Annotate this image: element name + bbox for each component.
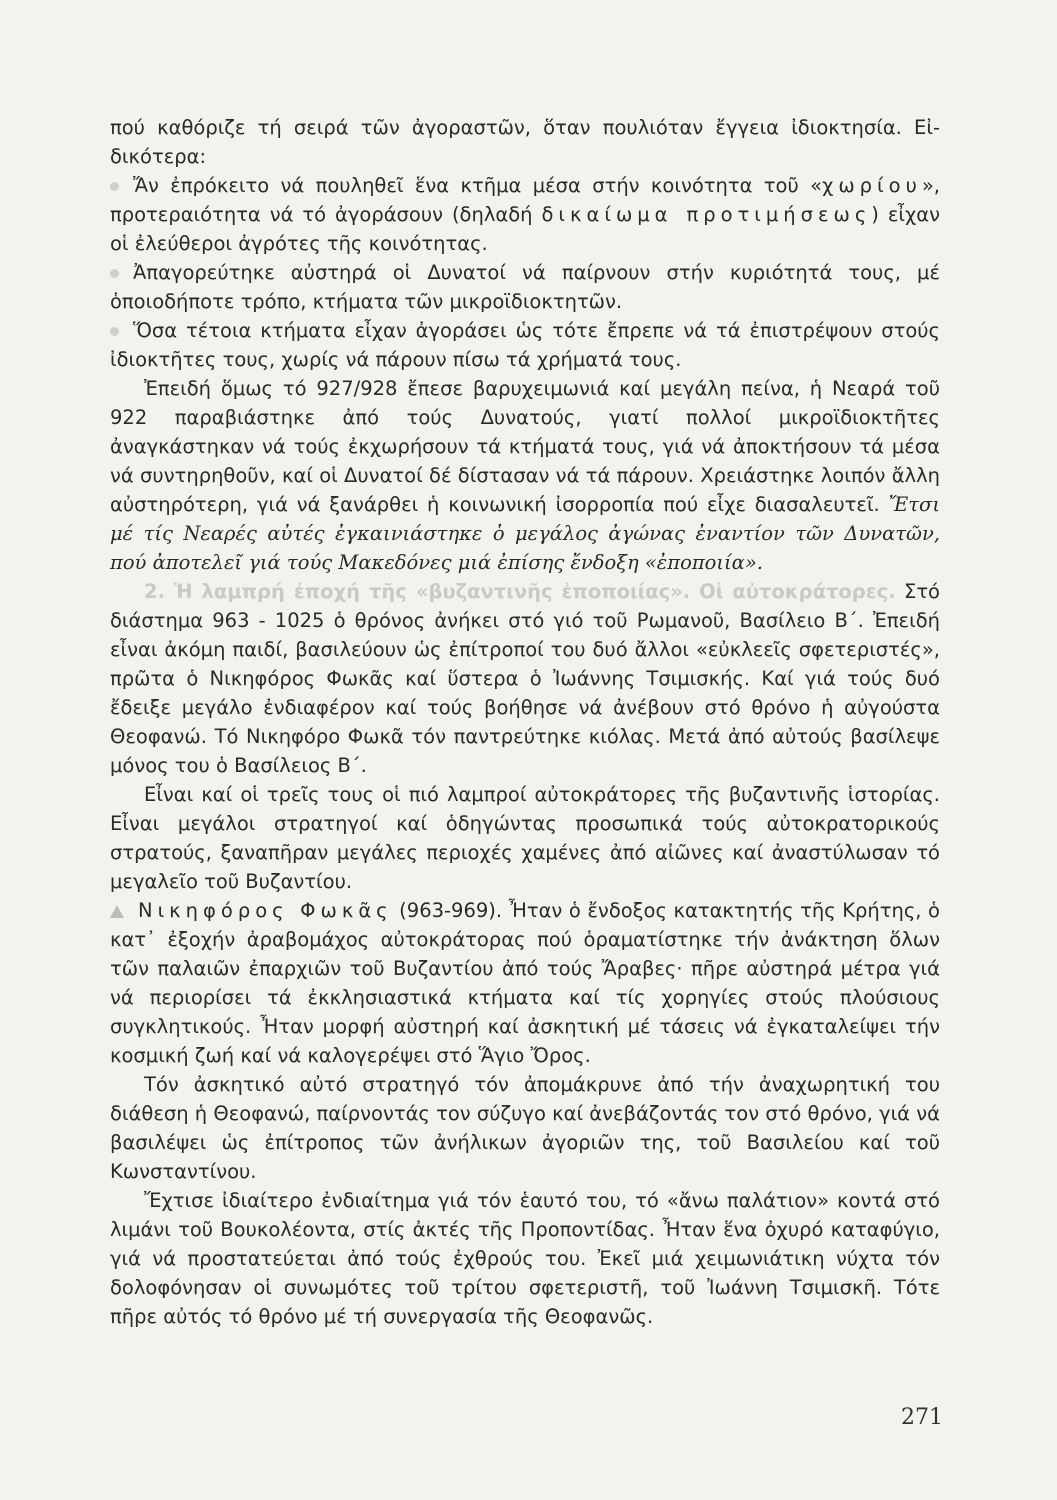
page-text xyxy=(110,113,940,1331)
bullet-3: Ὅσα τέτοια κτήματα εἶχαν ἀγοράσει ὡς τότε ἔπρεπε νά τά ἐπιστρέψουν στούς ἰδιοκτῆτες τους, χωρίς νά πάρουν πίσω τά χρήματά τους. xyxy=(110,319,940,371)
paragraph-1: Ἐπειδή ὅμως τό 927/928 ἔπεσε βαρυχειμωνιά καί μεγάλη πείνα, ἡ Νεαρά τοῦ 922 παραβιάστηκε ἀπό τούς Δυνατούς, γιατί πολλοί μικροϊδιοκτῆτες ἀναγκάστηκαν νά τούς ἐκχωρήσουν τά κτήματά τους, γιά νά ἀποκτήσουν τά μέσα νά συντηρηθοῦν, καί οἱ Δυνατοί δέ δίστασαν νά τά πάρουν. Χρειάστηκε λοιπόν ἄλλη αὐστηρότερη, γιά νά ξανάρθει ἡ κοινωνική ἰσορροπία πού εἶχε διασαλευτεῖ. Ἔτσι μέ τίς Νεαρές αὐτές ἐγκαινιάστηκε ὁ μεγάλος ἀγώνας ἐναντίον τῶν Δυνατῶν, πού ἀποτελεῖ γιά τούς Μακεδόνες μιά ἐπίσης ἔνδοξη «ἐποποιία». xyxy=(110,377,940,574)
bullet-dot-icon xyxy=(110,182,119,191)
bullet-2: Ἀπαγορεύτηκε αὐστηρά οἱ Δυνατοί νά παίρνουν στήν κυριότητά τους, μέ ὁποιοδήποτε τρόπο, κτήματα τῶν μικροϊδιοκτητῶν. xyxy=(110,261,940,313)
line-2: δικότερα: xyxy=(110,145,207,168)
italic-sentence: Ἔτσι μέ τίς Νεαρές αὐτές ἐγκαινιάστηκε ὁ μεγάλος ἀγώνας ἐναντίον τῶν Δυνατῶν, πού ἀποτελεῖ γιά τούς Μακεδόνες μιά ἐπίσης ἔνδοξη «ἐποποιία». xyxy=(110,493,940,574)
triangle-marker-icon xyxy=(110,905,124,918)
bullet-1: Ἄν ἐπρόκειτο νά πουληθεῖ ἕνα κτῆμα μέσα στήν κοινότητα τοῦ «χωρίου», προτεραιότητα νά τό ἀγοράσουν (δηλαδή δικαίωμα προτιμήσεως) εἶχαν οἱ ἐλεύθεροι ἀγρότες τῆς κοινότητας. xyxy=(110,174,940,255)
paragraph-6: Ἔχτισε ἰδιαίτερο ἐνδιαίτημα γιά τόν ἑαυτό του, τό «ἄνω παλάτιον» κοντά στό λιμάνι τοῦ Βουκολέοντα, στίς ἀκτές τῆς Προποντίδας. Ἦταν ἕνα ὀχυρό καταφύγιο, γιά νά προστατεύεται ἀπό τούς ἐχθρούς του. Ἐκεῖ μιά χειμωνιάτικη νύχτα τόν δολοφόνησαν οἱ συνωμότες τοῦ τρίτου σφετεριστῆ, τοῦ Ἰωάννη Τσιμισκῆ. Τότε πῆρε αὐτός τό θρόνο μέ τή συνεργασία τῆς Θεοφανῶς. xyxy=(110,1189,940,1328)
bullet-dot-icon xyxy=(110,327,119,336)
emperor-name: Νικηφόρος Φωκᾶς xyxy=(138,899,393,922)
text-line xyxy=(110,113,940,171)
paragraph-5: Τόν ἀσκητικό αὐτό στρατηγό τόν ἀπομάκρυνε ἀπό τήν ἀναχωρητική του διάθεση ἡ Θεοφανώ, παίρνοντάς τον σύζυγο καί ἀνεβάζοντάς τον στό θρόνο, γιά νά βασιλέψει ὡς ἐπίτροπος τῶν ἀνήλικων ἀγοριῶν της, τοῦ Βασιλείου καί τοῦ Κωνσταντίνου. xyxy=(110,1073,940,1183)
section-heading: 2. Ἡ λαμπρή ἐποχή τῆς «βυζαντινῆς ἐποποιίας». Οἱ αὐτοκράτορες. xyxy=(144,580,896,603)
paragraph-4: Νικηφόρος Φωκᾶς (963-969). Ἦταν ὁ ἔνδοξος κατακτητής τῆς Κρήτης, ὁ κατ᾽ ἐξοχήν ἀραβομάχος αὐτοκράτορας πού ὁραματίστηκε τήν ἀνάκτηση ὅλων τῶν παλαιῶν ἐπαρχιῶν τοῦ Βυζαντίου ἀπό τούς Ἄραβες· πῆρε αὐστηρά μέτρα γιά νά περιορίσει τά ἐκκλησιαστικά κτήματα καί τίς χορηγίες στούς πλούσιους συγκλητικούς. Ἦταν μορφή αὐστηρή καί ἀσκητική μέ τάσεις νά ἐγκαταλείψει τήν κοσμική ζωή καί νά καλογερέψει στό Ἅγιο Ὄρος. xyxy=(110,899,940,1067)
paragraph-3: Εἶναι καί οἱ τρεῖς τους οἱ πιό λαμπροί αὐτοκράτορες τῆς βυζαντινῆς ἱστορίας. Εἶναι μεγάλοι στρατηγοί καί ὁδηγώντας προσωπικά τούς αὐτοκρατορικούς στρατούς, ξαναπῆραν μεγάλες περιοχές χαμένες ἀπό αἰῶνες καί ἀναστύλωσαν τό μεγαλεῖο τοῦ Βυζαντίου. xyxy=(110,783,940,893)
paragraph-2: 2. Ἡ λαμπρή ἐποχή τῆς «βυζαντινῆς ἐποποιίας». Οἱ αὐτοκράτορες. Στό διάστημα 963 - 1025 ὁ θρόνος ἀνήκει στό γιό τοῦ Ρωμανοῦ, Βασίλειο Β΄. Ἐπειδή εἶναι ἀκόμη παιδί, βασιλεύουν ὡς ἐπίτροποί του δυό ἄλλοι «εὐκλεεῖς σφετεριστές», πρῶτα ὁ Νικηφόρος Φωκᾶς καί ὕστερα ὁ Ἰωάννης Τσιμισκής. Καί γιά τούς δυό ἔδειξε μεγάλο ἐνδιαφέρον καί τούς βοήθησε νά ἀνέβουν στό θρόνο ἡ αὐγούστα Θεοφανώ. Τό Νικηφόρο Φωκᾶ τόν παντρεύτηκε κιόλας. Μετά ἀπό αὐτούς βασίλεψε μόνος του ὁ Βασίλειος Β΄. xyxy=(110,580,940,777)
bullet-dot-icon xyxy=(110,269,119,278)
line-1: πού καθόριζε τή σειρά τῶν ἀγοραστῶν, ὅταν πουλιόταν ἔγγεια ἰδιοκτησία. Εἰ- xyxy=(110,116,940,139)
page-number: 271 xyxy=(901,1405,943,1430)
